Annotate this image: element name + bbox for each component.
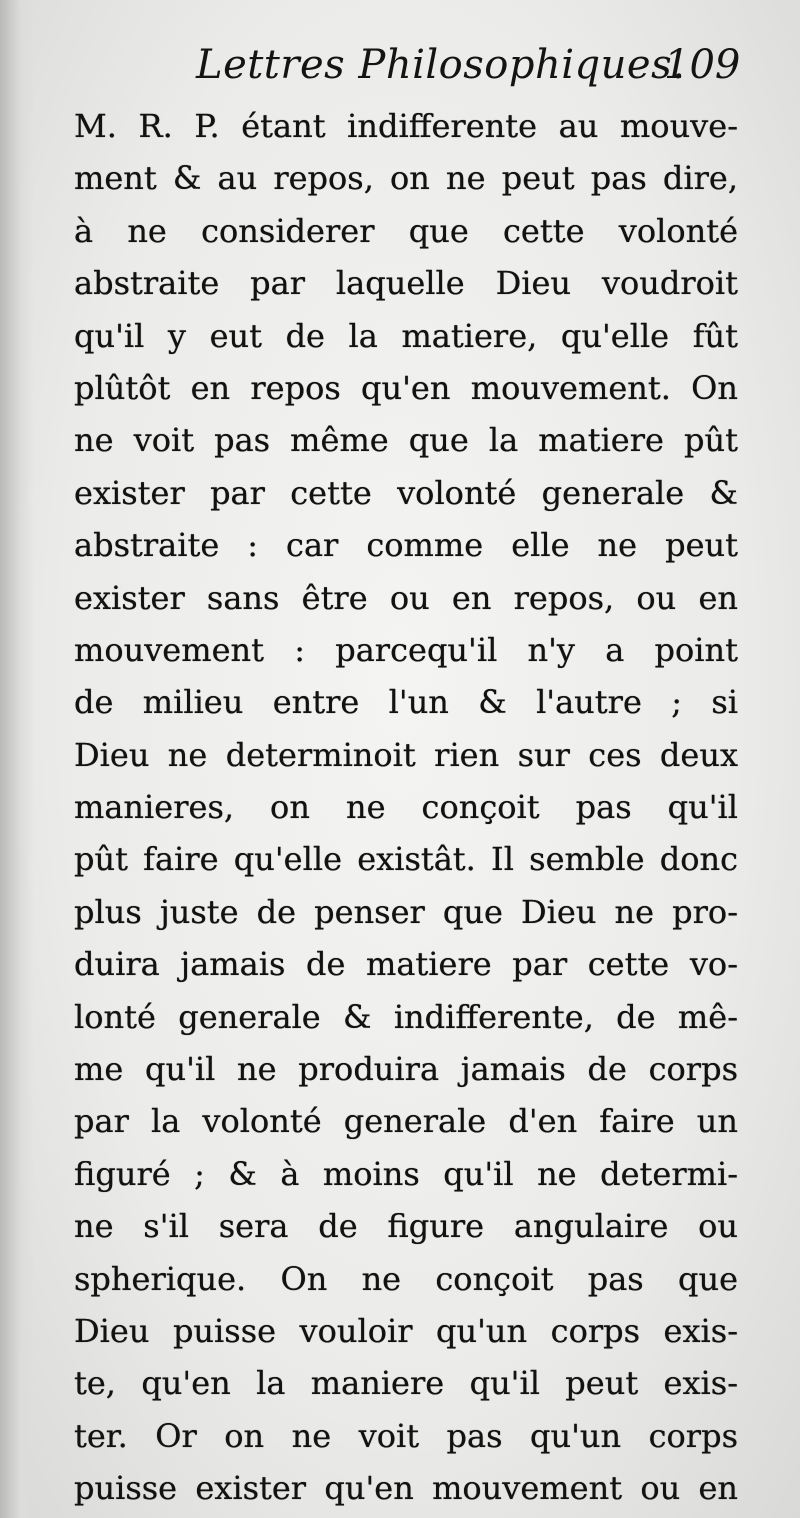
text-line: exister par cette volonté generale & — [74, 473, 738, 512]
text-line: qu'il y eut de la matiere, qu'elle fût — [74, 316, 738, 355]
running-title: Lettres Philosophiques. — [196, 42, 686, 88]
text-line: ment & au repos, on ne peut pas dire, — [74, 159, 738, 198]
text-line: plûtôt en repos qu'en mouvement. On — [74, 368, 738, 407]
text-line: te, qu'en la maniere qu'il peut exis- — [74, 1364, 738, 1403]
text-line: exister sans être ou en repos, ou en — [74, 578, 738, 617]
text-line: par la volonté generale d'en faire un — [74, 1102, 738, 1141]
page-number: 109 — [664, 42, 741, 88]
text-line: de milieu entre l'un & l'autre ; si — [74, 683, 738, 722]
text-line: mouvement : parcequ'il n'y a point — [74, 630, 738, 669]
text-line: ne voit pas même que la matiere pût — [74, 421, 738, 460]
text-line: à ne considerer que cette volonté — [74, 211, 738, 250]
text-line: abstraite : car comme elle ne peut — [74, 526, 738, 565]
text-line: me qu'il ne produira jamais de corps — [74, 1050, 738, 1089]
text-line: abstraite par laquelle Dieu voudroit — [74, 264, 738, 303]
text-line: manieres, on ne conçoit pas qu'il — [74, 788, 738, 827]
text-line: spherique. On ne conçoit pas que — [74, 1259, 738, 1298]
text-line: plus juste de penser que Dieu ne pro- — [74, 892, 738, 931]
gutter-shadow — [0, 0, 34, 1518]
text-line: duira jamais de matiere par cette vo- — [74, 945, 738, 984]
body-text — [74, 100, 738, 1515]
text-line: Dieu ne determinoit rien sur ces deux — [74, 735, 738, 774]
text-line: Dieu puisse vouloir qu'un corps exis- — [74, 1311, 738, 1350]
text-line: ter. Or on ne voit pas qu'un corps — [74, 1416, 738, 1455]
text-line: pût faire qu'elle existât. Il semble donc — [74, 840, 738, 879]
text-line: ne s'il sera de figure angulaire ou — [74, 1207, 738, 1246]
text-line: lonté generale & indifferente, de mê- — [74, 997, 738, 1036]
running-head — [0, 38, 800, 98]
text-line: figuré ; & à moins qu'il ne determi- — [74, 1154, 738, 1193]
text-line: puisse exister qu'en mouvement ou en — [74, 1469, 738, 1508]
text-line: M. R. P. étant indifferente au mouve- — [74, 107, 738, 145]
